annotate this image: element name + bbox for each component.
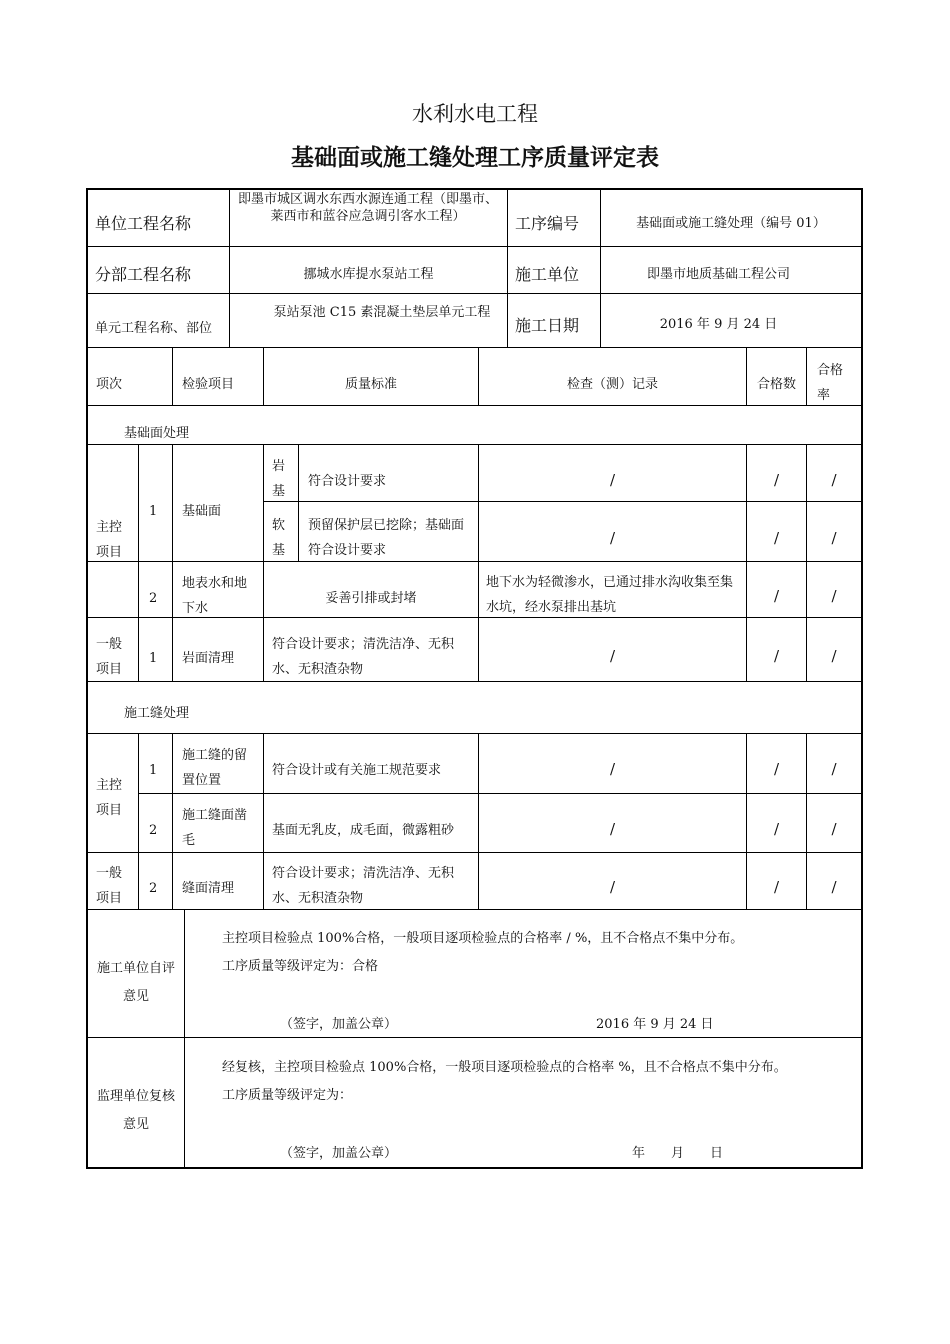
doc-title: 基础面或施工缝处理工序质量评定表 [291,144,659,171]
rock-clean-record: / [609,647,616,665]
unit-project-label: 单位工程名称 [95,214,192,233]
soft-base-label: 软基 [272,518,286,558]
col-standard: 质量标准 [344,377,397,392]
date-value: 2016 年 9 月 24 日 [659,317,778,332]
supervisor-eval-label: 监理单位复核意见 [96,1089,175,1132]
joint-clean-count: / [773,878,780,896]
col-item-no: 项次 [96,377,123,392]
base-main-control-label: 主控项目 [96,520,123,560]
soft-base-record: / [609,529,616,547]
rock-base-count: / [773,471,780,489]
rock-base-label: 岩基 [272,459,286,499]
self-eval-line1: 主控项目检验点 100%合格，一般项目逐项检验点的合格率 / %，且不合格点不集中分布。 [222,931,744,946]
rock-clean-rate: / [831,647,837,665]
rock-clean-item: 岩面清理 [182,651,235,666]
groundwater-standard: 妥善引排或封堵 [325,591,417,606]
joint-row2-no: 2 [149,823,158,838]
base-row1-no: 1 [149,504,158,519]
sub-project-value: 挪城水库提水泵站工程 [303,267,434,282]
groundwater-rate: / [831,587,837,605]
groundwater-count: / [773,587,780,605]
section-base-title: 基础面处理 [124,426,190,441]
soft-base-standard: 预留保护层已挖除；基础面符合设计要求 [308,518,465,558]
sub-project-label: 分部工程名称 [95,265,192,284]
soft-base-rate: / [831,529,837,547]
process-no-label: 工序编号 [515,214,580,233]
construction-unit-value: 即墨市地质基础工程公司 [646,267,790,282]
joint-position-standard: 符合设计或有关施工规范要求 [272,763,442,778]
joint-position-rate: / [831,760,837,778]
base-surface-item: 基础面 [182,504,222,519]
doc-subtitle: 水利水电工程 [412,102,538,126]
supervisor-eval-date: 年 月 日 [632,1146,724,1161]
groundwater-item: 地表水和地下水 [182,576,248,616]
date-label: 施工日期 [515,316,580,335]
joint-main-control-label: 主控项目 [96,778,123,818]
supervisor-eval-line2: 工序质量等级评定为： [222,1088,353,1103]
rock-clean-standard: 符合设计要求；清洗洁净、无积水、无积渣杂物 [272,637,455,677]
section-joint-title: 施工缝处理 [124,706,190,721]
base-row2-no: 2 [149,591,158,606]
joint-chisel-record: / [609,820,616,838]
rock-base-record: / [609,471,616,489]
joint-position-count: / [773,760,780,778]
joint-position-item: 施工缝的留置位置 [182,748,248,788]
process-no-value: 基础面或施工缝处理（编号 01） [636,216,826,231]
construction-unit-label: 施工单位 [515,265,580,284]
groundwater-record: 地下水为轻微渗水，已通过排水沟收集至集水坑，经水泵排出基坑 [486,575,734,615]
soft-base-count: / [773,529,780,547]
joint-chisel-count: / [773,820,780,838]
col-pass-count: 合格数 [756,377,796,392]
col-record: 检查（测）记录 [566,377,658,392]
supervisor-eval-line1: 经复核，主控项目检验点 100%合格，一般项目逐项检验点的合格率 %，且不合格点不集中分布。 [222,1060,787,1075]
joint-chisel-item: 施工缝面凿毛 [182,808,248,848]
unit-element-value: 泵站泵池 C15 素混凝土垫层单元工程 [273,305,491,320]
joint-position-record: / [609,760,616,778]
rock-base-rate: / [831,471,837,489]
joint-general-label: 一般项目 [96,866,123,906]
rock-base-standard: 符合设计要求 [308,474,387,489]
self-eval-line2: 工序质量等级评定为：合格 [222,959,379,974]
unit-element-label: 单元工程名称、部位 [95,321,213,336]
joint-clean-standard: 符合设计要求；清洗洁净、无积水、无积渣杂物 [272,866,455,906]
self-eval-date: 2016 年 9 月 24 日 [596,1017,714,1032]
joint-row1-no: 1 [149,763,158,778]
base-row3-no: 1 [149,651,158,666]
joint-chisel-rate: / [831,820,837,838]
col-pass-rate: 合格率 [817,363,844,403]
self-eval-sign: （签字，加盖公章） [280,1017,398,1032]
joint-clean-rate: / [831,878,837,896]
col-check-item: 检验项目 [182,377,235,392]
self-eval-label: 施工单位自评意见 [96,961,175,1004]
joint-clean-item: 缝面清理 [182,881,235,896]
supervisor-eval-sign: （签字，加盖公章） [280,1146,398,1161]
rock-clean-count: / [773,647,780,665]
unit-project-value: 即墨市城区调水东西水源连通工程（即墨市、莱西市和蓝谷应急调引客水工程） [237,192,498,224]
base-general-label: 一般项目 [96,637,123,677]
joint-clean-record: / [609,878,616,896]
joint-row3-no: 2 [149,881,158,896]
joint-chisel-standard: 基面无乳皮，成毛面，微露粗砂 [272,823,455,838]
